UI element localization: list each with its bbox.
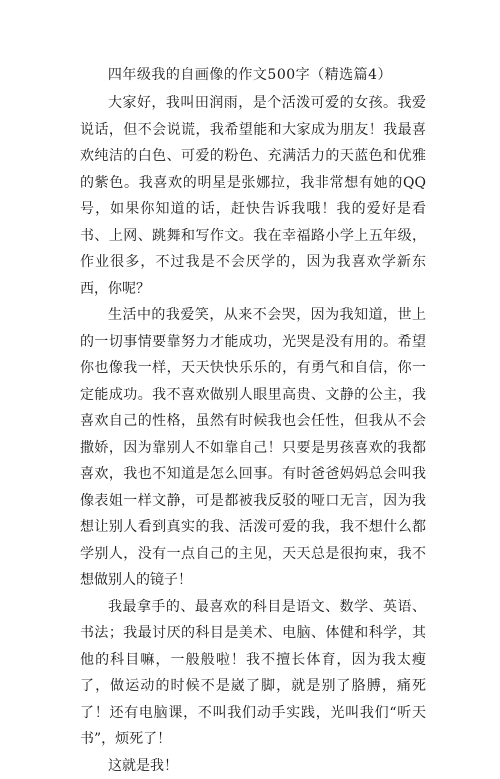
paragraph-4: 这就是我！: [80, 753, 426, 779]
document-body: [80, 90, 426, 779]
paragraph-3: 我最拿手的、最喜欢的科目是语文、数学、英语、书法；我最讨厌的科目是美术、电脑、体健和科学，其他的科目嘛，一般般啦！我不擅长体育，因为我太瘦了，做运动的时候不是崴了脚，就是别了胳膊，痛死了！还有电脑课，不叫我们动手实践，光叫我们“听天书”，烦死了！: [80, 594, 426, 753]
paragraph-2: 生活中的我爱笑，从来不会哭，因为我知道，世上的一切事情要靠努力才能成功，光哭是没有用的。希望你也像我一样，天天快快乐乐的，有勇气和自信，你一定能成功。我不喜欢做别人眼里高贵、文静的公主，我喜欢自己的性格，虽然有时候我也会任性，但我从不会撒娇，因为靠别人不如靠自己！只要是男孩喜欢的我都喜欢，我也不知道是怎么回事。有时爸爸妈妈总会叫我像表姐一样文静，可是都被我反驳的哑口无言，因为我想让别人看到真实的我、活泼可爱的我，我不想什么都学别人，没有一点自己的主见，天天总是很拘束，我不想做别人的镜子！: [80, 302, 426, 594]
document-title: 四年级我的自画像的作文500字（精选篇4）: [0, 64, 500, 84]
paragraph-1: 大家好，我叫田润雨，是个活泼可爱的女孩。我爱说话，但不会说谎，我希望能和大家成为朋友！我最喜欢纯洁的白色、可爱的粉色、充满活力的天蓝色和优雅的紫色。我喜欢的明星是张娜拉，我非常想有她的QQ号，如果你知道的话，赶快告诉我哦！我的爱好是看书、上网、跳舞和写作文。我在幸福路小学上五年级，作业很多，不过我是不会厌学的，因为我喜欢学新东西，你呢？: [80, 90, 426, 302]
